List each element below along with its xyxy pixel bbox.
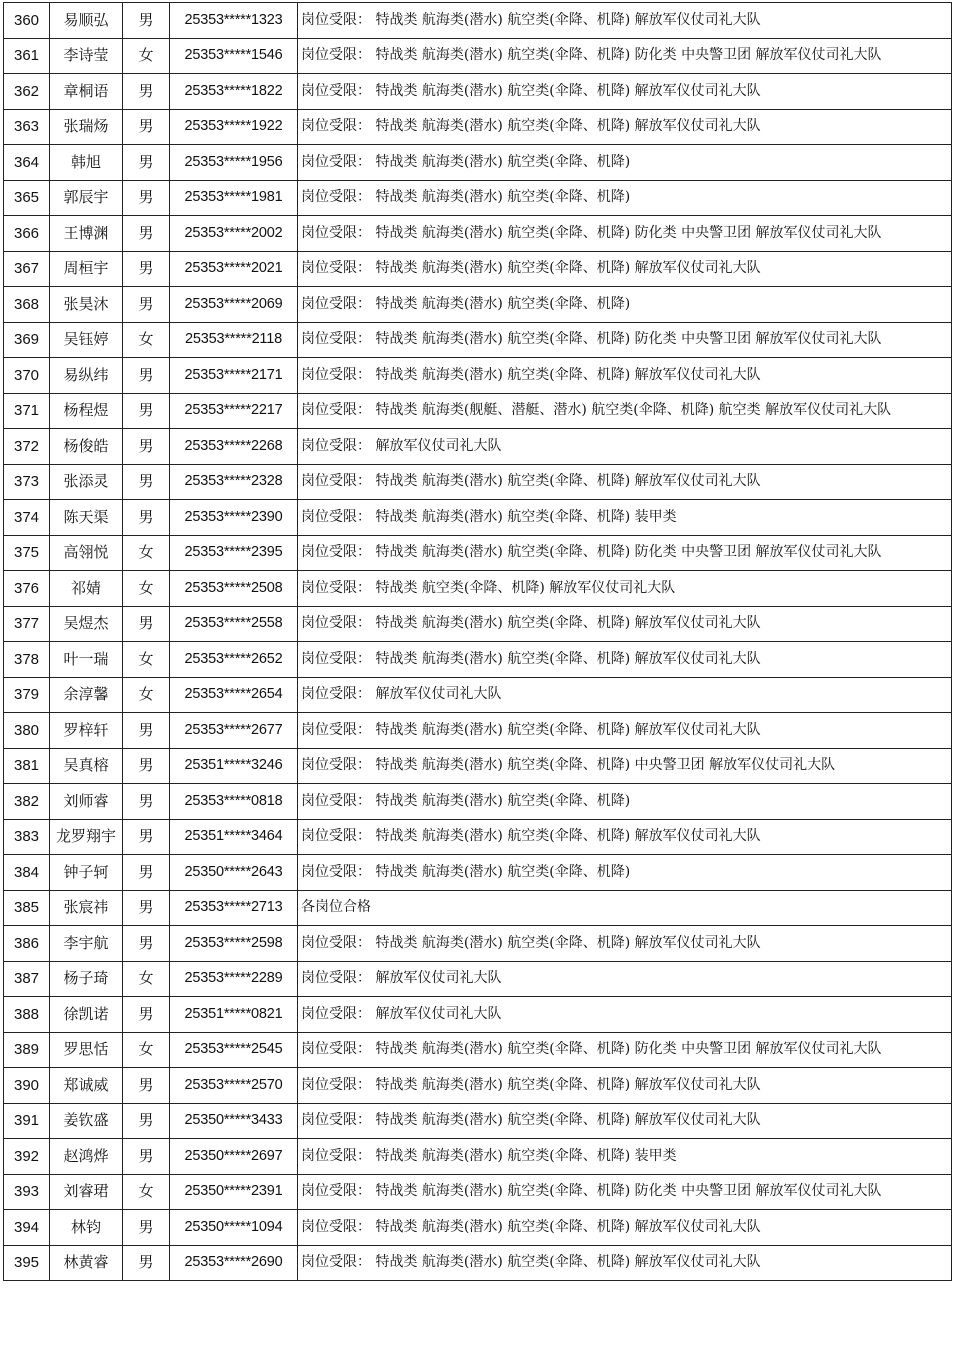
row-id-number: 25351*****3464 (170, 819, 298, 855)
row-id-number: 25353*****1323 (170, 3, 298, 39)
roster-table (3, 2, 952, 1281)
row-sex: 女 (123, 571, 170, 607)
row-id-number: 25353*****2171 (170, 358, 298, 394)
table-row (4, 784, 952, 820)
row-number: 376 (4, 571, 50, 607)
row-name: 韩旭 (50, 145, 123, 181)
row-sex: 男 (123, 216, 170, 252)
row-id-number: 25350*****2697 (170, 1139, 298, 1175)
row-id-number: 25353*****2289 (170, 961, 298, 997)
row-sex: 男 (123, 145, 170, 181)
row-number: 379 (4, 677, 50, 713)
row-name: 吴钰婷 (50, 322, 123, 358)
row-name: 姜钦盛 (50, 1103, 123, 1139)
table-row (4, 997, 952, 1033)
row-sex: 女 (123, 961, 170, 997)
row-number: 395 (4, 1245, 50, 1281)
row-remark: 岗位受限： 特战类 航海类(潜水) 航空类(伞降、机降) 解放军仪仗司礼大队 (298, 606, 952, 642)
row-name: 郑诚威 (50, 1068, 123, 1104)
row-sex: 男 (123, 109, 170, 145)
row-id-number: 25353*****2570 (170, 1068, 298, 1104)
row-number: 390 (4, 1068, 50, 1104)
row-sex: 男 (123, 358, 170, 394)
row-id-number: 25351*****0821 (170, 997, 298, 1033)
row-number: 361 (4, 38, 50, 74)
row-remark: 岗位受限： 特战类 航海类(潜水) 航空类(伞降、机降) 防化类 中央警卫团 解放军仪仗司礼大队 (298, 216, 952, 252)
row-sex: 女 (123, 1174, 170, 1210)
table-row (4, 251, 952, 287)
row-number: 365 (4, 180, 50, 216)
row-remark: 岗位受限： 特战类 航海类(潜水) 航空类(伞降、机降) 解放军仪仗司礼大队 (298, 1068, 952, 1104)
row-id-number: 25353*****2390 (170, 500, 298, 536)
table-row (4, 38, 952, 74)
row-remark: 岗位受限： 特战类 航海类(潜水) 航空类(伞降、机降) 解放军仪仗司礼大队 (298, 1245, 952, 1281)
row-name: 龙罗翔宇 (50, 819, 123, 855)
row-remark: 岗位受限： 特战类 航海类(潜水) 航空类(伞降、机降) 解放军仪仗司礼大队 (298, 3, 952, 39)
row-name: 吴煜杰 (50, 606, 123, 642)
row-id-number: 25353*****2118 (170, 322, 298, 358)
row-sex: 女 (123, 677, 170, 713)
row-name: 张瑞炀 (50, 109, 123, 145)
table-row (4, 1139, 952, 1175)
row-id-number: 25353*****2328 (170, 464, 298, 500)
row-name: 张昊沐 (50, 287, 123, 323)
row-name: 钟子轲 (50, 855, 123, 891)
row-name: 杨俊皓 (50, 429, 123, 465)
row-id-number: 25353*****2545 (170, 1032, 298, 1068)
table-row (4, 145, 952, 181)
row-sex: 女 (123, 642, 170, 678)
table-row (4, 819, 952, 855)
row-number: 382 (4, 784, 50, 820)
row-sex: 男 (123, 997, 170, 1033)
row-sex: 男 (123, 464, 170, 500)
row-sex: 男 (123, 74, 170, 110)
row-sex: 男 (123, 393, 170, 429)
row-sex: 男 (123, 890, 170, 926)
row-remark: 岗位受限： 特战类 航海类(潜水) 航空类(伞降、机降) 解放军仪仗司礼大队 (298, 642, 952, 678)
row-remark: 岗位受限： 特战类 航海类(潜水) 航空类(伞降、机降) 解放军仪仗司礼大队 (298, 251, 952, 287)
row-remark: 各岗位合格 (298, 890, 952, 926)
table-row (4, 500, 952, 536)
table-row (4, 1210, 952, 1246)
row-remark: 岗位受限： 解放军仪仗司礼大队 (298, 997, 952, 1033)
row-id-number: 25353*****2598 (170, 926, 298, 962)
row-sex: 男 (123, 1139, 170, 1175)
row-id-number: 25353*****2069 (170, 287, 298, 323)
row-id-number: 25351*****3246 (170, 748, 298, 784)
row-name: 罗梓轩 (50, 713, 123, 749)
table-row (4, 606, 952, 642)
row-number: 371 (4, 393, 50, 429)
row-id-number: 25353*****1956 (170, 145, 298, 181)
row-id-number: 25353*****2021 (170, 251, 298, 287)
row-id-number: 25353*****2713 (170, 890, 298, 926)
table-row (4, 358, 952, 394)
row-remark: 岗位受限： 特战类 航海类(潜水) 航空类(伞降、机降) (298, 287, 952, 323)
row-number: 394 (4, 1210, 50, 1246)
row-number: 392 (4, 1139, 50, 1175)
row-id-number: 25353*****2677 (170, 713, 298, 749)
row-number: 362 (4, 74, 50, 110)
row-id-number: 25353*****2558 (170, 606, 298, 642)
row-remark: 岗位受限： 特战类 航海类(潜水) 航空类(伞降、机降) 防化类 中央警卫团 解放军仪仗司礼大队 (298, 322, 952, 358)
row-number: 380 (4, 713, 50, 749)
row-sex: 男 (123, 1210, 170, 1246)
row-remark: 岗位受限： 特战类 航海类(潜水) 航空类(伞降、机降) 解放军仪仗司礼大队 (298, 464, 952, 500)
row-number: 391 (4, 1103, 50, 1139)
row-remark: 岗位受限： 特战类 航海类(潜水) 航空类(伞降、机降) 防化类 中央警卫团 解放军仪仗司礼大队 (298, 535, 952, 571)
table-row (4, 748, 952, 784)
row-number: 385 (4, 890, 50, 926)
row-remark: 岗位受限： 特战类 航海类(潜水) 航空类(伞降、机降) 解放军仪仗司礼大队 (298, 819, 952, 855)
table-row (4, 1174, 952, 1210)
row-id-number: 25353*****1546 (170, 38, 298, 74)
row-id-number: 25353*****2652 (170, 642, 298, 678)
row-number: 372 (4, 429, 50, 465)
row-id-number: 25353*****2508 (170, 571, 298, 607)
row-number: 368 (4, 287, 50, 323)
row-name: 林钧 (50, 1210, 123, 1246)
table-row (4, 1103, 952, 1139)
row-number: 375 (4, 535, 50, 571)
row-sex: 男 (123, 748, 170, 784)
row-sex: 男 (123, 1103, 170, 1139)
row-number: 393 (4, 1174, 50, 1210)
row-sex: 男 (123, 819, 170, 855)
table-row (4, 713, 952, 749)
row-sex: 男 (123, 251, 170, 287)
table-row (4, 890, 952, 926)
row-id-number: 25350*****2643 (170, 855, 298, 891)
table-row (4, 642, 952, 678)
row-name: 祁婧 (50, 571, 123, 607)
row-remark: 岗位受限： 特战类 航海类(潜水) 航空类(伞降、机降) 中央警卫团 解放军仪仗司礼大队 (298, 748, 952, 784)
row-name: 郭辰宇 (50, 180, 123, 216)
row-number: 363 (4, 109, 50, 145)
row-sex: 男 (123, 429, 170, 465)
table-row (4, 393, 952, 429)
row-remark: 岗位受限： 特战类 航海类(潜水) 航空类(伞降、机降) (298, 180, 952, 216)
row-number: 370 (4, 358, 50, 394)
row-id-number: 25353*****2002 (170, 216, 298, 252)
row-sex: 女 (123, 38, 170, 74)
row-sex: 男 (123, 926, 170, 962)
row-name: 王博渊 (50, 216, 123, 252)
row-remark: 岗位受限： 特战类 航海类(潜水) 航空类(伞降、机降) 防化类 中央警卫团 解放军仪仗司礼大队 (298, 38, 952, 74)
row-remark: 岗位受限： 解放军仪仗司礼大队 (298, 677, 952, 713)
row-remark: 岗位受限： 特战类 航海类(潜水) 航空类(伞降、机降) 装甲类 (298, 500, 952, 536)
row-remark: 岗位受限： 特战类 航海类(潜水) 航空类(伞降、机降) 解放军仪仗司礼大队 (298, 358, 952, 394)
row-sex: 男 (123, 855, 170, 891)
row-id-number: 25353*****2654 (170, 677, 298, 713)
row-name: 林黄睿 (50, 1245, 123, 1281)
roster-body (4, 3, 952, 1281)
row-remark: 岗位受限： 特战类 航海类(潜水) 航空类(伞降、机降) 装甲类 (298, 1139, 952, 1175)
row-sex: 男 (123, 500, 170, 536)
row-id-number: 25353*****2268 (170, 429, 298, 465)
row-number: 381 (4, 748, 50, 784)
row-sex: 女 (123, 322, 170, 358)
row-name: 陈天渠 (50, 500, 123, 536)
row-number: 360 (4, 3, 50, 39)
table-row (4, 74, 952, 110)
row-name: 赵鸿烨 (50, 1139, 123, 1175)
row-remark: 岗位受限： 特战类 航海类(潜水) 航空类(伞降、机降) 防化类 中央警卫团 解放军仪仗司礼大队 (298, 1174, 952, 1210)
row-sex: 男 (123, 784, 170, 820)
row-id-number: 25350*****1094 (170, 1210, 298, 1246)
row-id-number: 25353*****1822 (170, 74, 298, 110)
row-number: 366 (4, 216, 50, 252)
row-name: 李诗莹 (50, 38, 123, 74)
row-name: 高翎悦 (50, 535, 123, 571)
row-remark: 岗位受限： 解放军仪仗司礼大队 (298, 429, 952, 465)
row-name: 易顺弘 (50, 3, 123, 39)
row-number: 367 (4, 251, 50, 287)
row-remark: 岗位受限： 特战类 航海类(潜水) 航空类(伞降、机降) 解放军仪仗司礼大队 (298, 713, 952, 749)
table-row (4, 1068, 952, 1104)
table-row (4, 464, 952, 500)
row-name: 易纵纬 (50, 358, 123, 394)
row-id-number: 25350*****2391 (170, 1174, 298, 1210)
row-number: 377 (4, 606, 50, 642)
row-remark: 岗位受限： 特战类 航海类(潜水) 航空类(伞降、机降) 解放军仪仗司礼大队 (298, 74, 952, 110)
row-number: 383 (4, 819, 50, 855)
row-name: 张添灵 (50, 464, 123, 500)
row-name: 杨子琦 (50, 961, 123, 997)
table-row (4, 429, 952, 465)
table-row (4, 961, 952, 997)
row-id-number: 25353*****0818 (170, 784, 298, 820)
row-id-number: 25353*****2395 (170, 535, 298, 571)
table-row (4, 322, 952, 358)
table-row (4, 677, 952, 713)
row-remark: 岗位受限： 特战类 航空类(伞降、机降) 解放军仪仗司礼大队 (298, 571, 952, 607)
table-row (4, 3, 952, 39)
row-number: 374 (4, 500, 50, 536)
row-remark: 岗位受限： 特战类 航海类(潜水) 航空类(伞降、机降) 防化类 中央警卫团 解放军仪仗司礼大队 (298, 1032, 952, 1068)
row-remark: 岗位受限： 特战类 航海类(潜水) 航空类(伞降、机降) 解放军仪仗司礼大队 (298, 926, 952, 962)
row-sex: 男 (123, 287, 170, 323)
row-number: 387 (4, 961, 50, 997)
row-number: 388 (4, 997, 50, 1033)
table-row (4, 1032, 952, 1068)
row-name: 罗思恬 (50, 1032, 123, 1068)
row-sex: 男 (123, 606, 170, 642)
row-sex: 女 (123, 1032, 170, 1068)
row-number: 389 (4, 1032, 50, 1068)
table-row (4, 1245, 952, 1281)
row-id-number: 25350*****3433 (170, 1103, 298, 1139)
row-remark: 岗位受限： 特战类 航海类(潜水) 航空类(伞降、机降) (298, 855, 952, 891)
row-sex: 男 (123, 1245, 170, 1281)
row-name: 张宸祎 (50, 890, 123, 926)
row-name: 李宇航 (50, 926, 123, 962)
row-number: 386 (4, 926, 50, 962)
table-row (4, 180, 952, 216)
row-remark: 岗位受限： 特战类 航海类(潜水) 航空类(伞降、机降) 解放军仪仗司礼大队 (298, 1210, 952, 1246)
row-number: 378 (4, 642, 50, 678)
row-number: 364 (4, 145, 50, 181)
row-remark: 岗位受限： 特战类 航海类(潜水) 航空类(伞降、机降) 解放军仪仗司礼大队 (298, 109, 952, 145)
row-number: 384 (4, 855, 50, 891)
row-name: 吴真榕 (50, 748, 123, 784)
row-name: 章桐语 (50, 74, 123, 110)
row-remark: 岗位受限： 解放军仪仗司礼大队 (298, 961, 952, 997)
table-row (4, 926, 952, 962)
row-number: 373 (4, 464, 50, 500)
row-id-number: 25353*****2217 (170, 393, 298, 429)
table-row (4, 855, 952, 891)
row-sex: 女 (123, 535, 170, 571)
row-remark: 岗位受限： 特战类 航海类(潜水) 航空类(伞降、机降) 解放军仪仗司礼大队 (298, 1103, 952, 1139)
row-sex: 男 (123, 1068, 170, 1104)
table-row (4, 109, 952, 145)
row-name: 叶一瑞 (50, 642, 123, 678)
row-sex: 男 (123, 713, 170, 749)
row-name: 徐凯诺 (50, 997, 123, 1033)
row-remark: 岗位受限： 特战类 航海类(舰艇、潜艇、潜水) 航空类(伞降、机降) 航空类 解放军仪仗司礼大队 (298, 393, 952, 429)
row-remark: 岗位受限： 特战类 航海类(潜水) 航空类(伞降、机降) (298, 784, 952, 820)
row-name: 周桓宇 (50, 251, 123, 287)
row-sex: 男 (123, 3, 170, 39)
row-name: 刘师睿 (50, 784, 123, 820)
table-row (4, 535, 952, 571)
table-row (4, 287, 952, 323)
row-number: 369 (4, 322, 50, 358)
row-id-number: 25353*****1981 (170, 180, 298, 216)
table-row (4, 571, 952, 607)
row-id-number: 25353*****1922 (170, 109, 298, 145)
table-row (4, 216, 952, 252)
row-name: 杨程煜 (50, 393, 123, 429)
row-name: 刘睿珺 (50, 1174, 123, 1210)
row-name: 余淳馨 (50, 677, 123, 713)
row-id-number: 25353*****2690 (170, 1245, 298, 1281)
row-sex: 男 (123, 180, 170, 216)
row-remark: 岗位受限： 特战类 航海类(潜水) 航空类(伞降、机降) (298, 145, 952, 181)
